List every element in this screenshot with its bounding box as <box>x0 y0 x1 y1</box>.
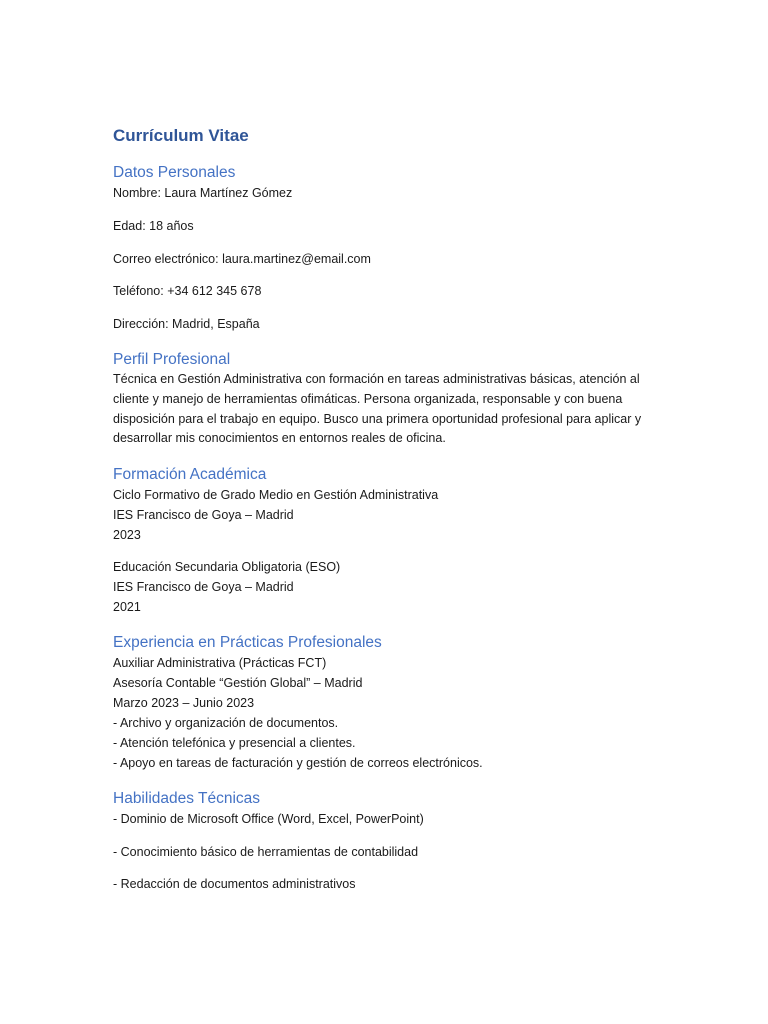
section-experience <box>113 632 673 773</box>
skill-item: - Conocimiento básico de herramientas de contabilidad <box>113 844 419 859</box>
section-heading-education: Formación Académica <box>113 466 267 483</box>
education-title: Educación Secundaria Obligatoria (ESO) <box>113 560 341 574</box>
experience-task: - Apoyo en tareas de facturación y gestión de correos electrónicos. <box>113 756 483 770</box>
profile-line: desarrollar mis conocimientos en entornos reales de oficina. <box>113 431 446 446</box>
experience-entry <box>113 653 673 773</box>
education-year: 2021 <box>113 600 141 614</box>
section-heading-skills: Habilidades Técnicas <box>113 790 261 807</box>
personal-address: Dirección: Madrid, España <box>113 317 260 332</box>
profile-paragraph <box>113 370 673 449</box>
education-place: IES Francisco de Goya – Madrid <box>113 508 294 522</box>
personal-phone: Teléfono: +34 612 345 678 <box>113 284 262 299</box>
document-title: Currículum Vitae <box>113 126 249 145</box>
profile-line: disposición para el trabajo en equipo. Busco una primera oportunidad profesional para aplicar y <box>113 411 642 426</box>
personal-name: Nombre: Laura Martínez Gómez <box>113 186 293 200</box>
personal-data-list <box>113 183 673 334</box>
section-education <box>113 464 673 617</box>
education-year: 2023 <box>113 528 141 542</box>
experience-task: - Atención telefónica y presencial a clientes. <box>113 736 356 750</box>
skills-list <box>113 809 673 894</box>
skill-item: - Redacción de documentos administrativos <box>113 877 356 891</box>
personal-age: Edad: 18 años <box>113 218 194 233</box>
education-entry <box>113 557 673 617</box>
experience-company: Asesoría Contable “Gestión Global” – Madrid <box>113 676 363 690</box>
section-heading-personal: Datos Personales <box>113 164 236 181</box>
experience-task: - Archivo y organización de documentos. <box>113 716 339 730</box>
section-heading-experience: Experiencia en Prácticas Profesionales <box>113 634 382 651</box>
skill-item: - Dominio de Microsoft Office (Word, Excel, PowerPoint) <box>113 812 424 826</box>
section-skills <box>113 788 673 894</box>
section-profile <box>113 349 673 449</box>
section-heading-profile: Perfil Profesional <box>113 351 231 369</box>
experience-role: Auxiliar Administrativa (Prácticas FCT) <box>113 656 327 670</box>
experience-dates: Marzo 2023 – Junio 2023 <box>113 696 255 710</box>
education-place: IES Francisco de Goya – Madrid <box>113 580 294 594</box>
cv-document <box>113 125 673 909</box>
personal-email: Correo electrónico: laura.martinez@email.com <box>113 251 371 266</box>
section-personal-data <box>113 162 673 334</box>
profile-line: Técnica en Gestión Administrativa con formación en tareas administrativas básicas, atención al <box>113 372 640 387</box>
education-title: Ciclo Formativo de Grado Medio en Gestión Administrativa <box>113 488 439 502</box>
profile-line: cliente y manejo de herramientas ofimáticas. Persona organizada, responsable y con buena <box>113 391 623 406</box>
education-entry <box>113 485 673 545</box>
